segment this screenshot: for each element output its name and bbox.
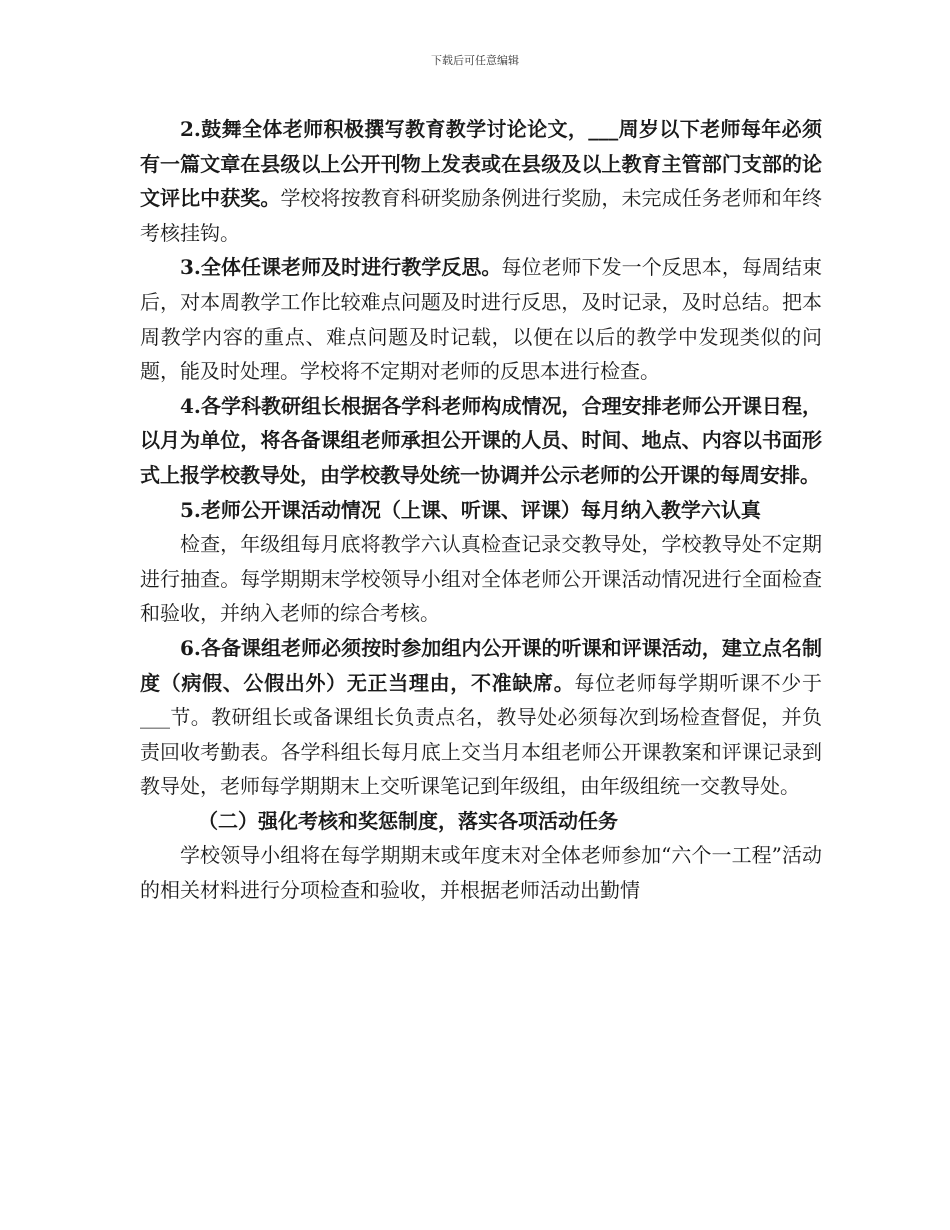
paragraph-5 xyxy=(140,493,822,528)
paragraph-6 xyxy=(140,631,822,804)
paragraph-section-2-text: 学校领导小组将在每学期期末或年度末对全体老师参加“六个一工程”活动的相关材料进行分项检查和验收，并根据老师活动出勤情 xyxy=(140,843,822,903)
paragraph-2 xyxy=(140,112,822,250)
paragraph-4-heading: 4.各学科教研组长根据各学科老师构成情况，合理安排老师公开课日程，以月为单位，将各备课组老师承担公开课的人员、时间、地点、内容以书面形式上报学校教导处，由学校教导处统一协调并公示老师的公开课的每周安排。 xyxy=(140,393,822,487)
paragraph-5-heading: 5.老师公开课活动情况（上课、听课、评课）每月纳入教学六认真 xyxy=(180,497,761,522)
paragraph-3-heading: 3.全体任课老师及时进行教学反思。 xyxy=(180,255,502,280)
paragraph-5-text: 检查，年级组每月底将教学六认真检查记录交教导处，学校教导处不定期进行抽查。每学期期末学校领导小组对全体老师公开课活动情况进行全面检查和验收，并纳入老师的综合考核。 xyxy=(140,532,822,626)
paragraph-6-heading: 6.各备课组老师必须按时参加组内公开课的听课和评课活动，建立点名制度（病假、公假出外）无正当理由，不准缺席。 xyxy=(140,635,822,695)
paragraph-section-2 xyxy=(140,838,822,907)
paragraph-2-text: 学校将按教育科研奖励条例进行奖励，未完成任务老师和年终考核挂钩。 xyxy=(140,186,823,245)
page-header: 下载后可任意编辑 xyxy=(431,54,519,67)
paragraph-3-text: 每位老师下发一个反思本，每周结束后，对本周教学工作比较难点问题及时进行反思，及时记录，及时总结。把本周教学内容的重点、难点问题及时记载，以便在以后的教学中发现类似的问题，能及时处理。学校将不定期对老师的反思本进行检查。 xyxy=(140,255,822,384)
document-body xyxy=(140,112,822,908)
section-heading-2 xyxy=(140,804,822,839)
paragraph-6-text: 每位老师每学期听课不少于___节。教研组长或备课组长负责点名，教导处必须每次到场检查督促，并负责回收考勤表。各学科组长每月底上交当月本组老师公开课教案和评课记录到教导处，老师每学期期末上交听课笔记到年级组，由年级组统一交教导处。 xyxy=(140,670,822,799)
paragraph-5-continued xyxy=(140,527,822,631)
section-heading-2-text: （二）强化考核和奖惩制度，落实各项活动任务 xyxy=(198,808,618,833)
paragraph-3 xyxy=(140,250,822,388)
paragraph-2-heading: 2.鼓舞全体老师积极撰写教育教学讨论论文，___周岁以下老师每年必须有一篇文章在县级以上公开刊物上发表或在县级及以上教育主管部门支部的论文评比中获奖。 xyxy=(140,117,822,211)
paragraph-4 xyxy=(140,389,822,493)
